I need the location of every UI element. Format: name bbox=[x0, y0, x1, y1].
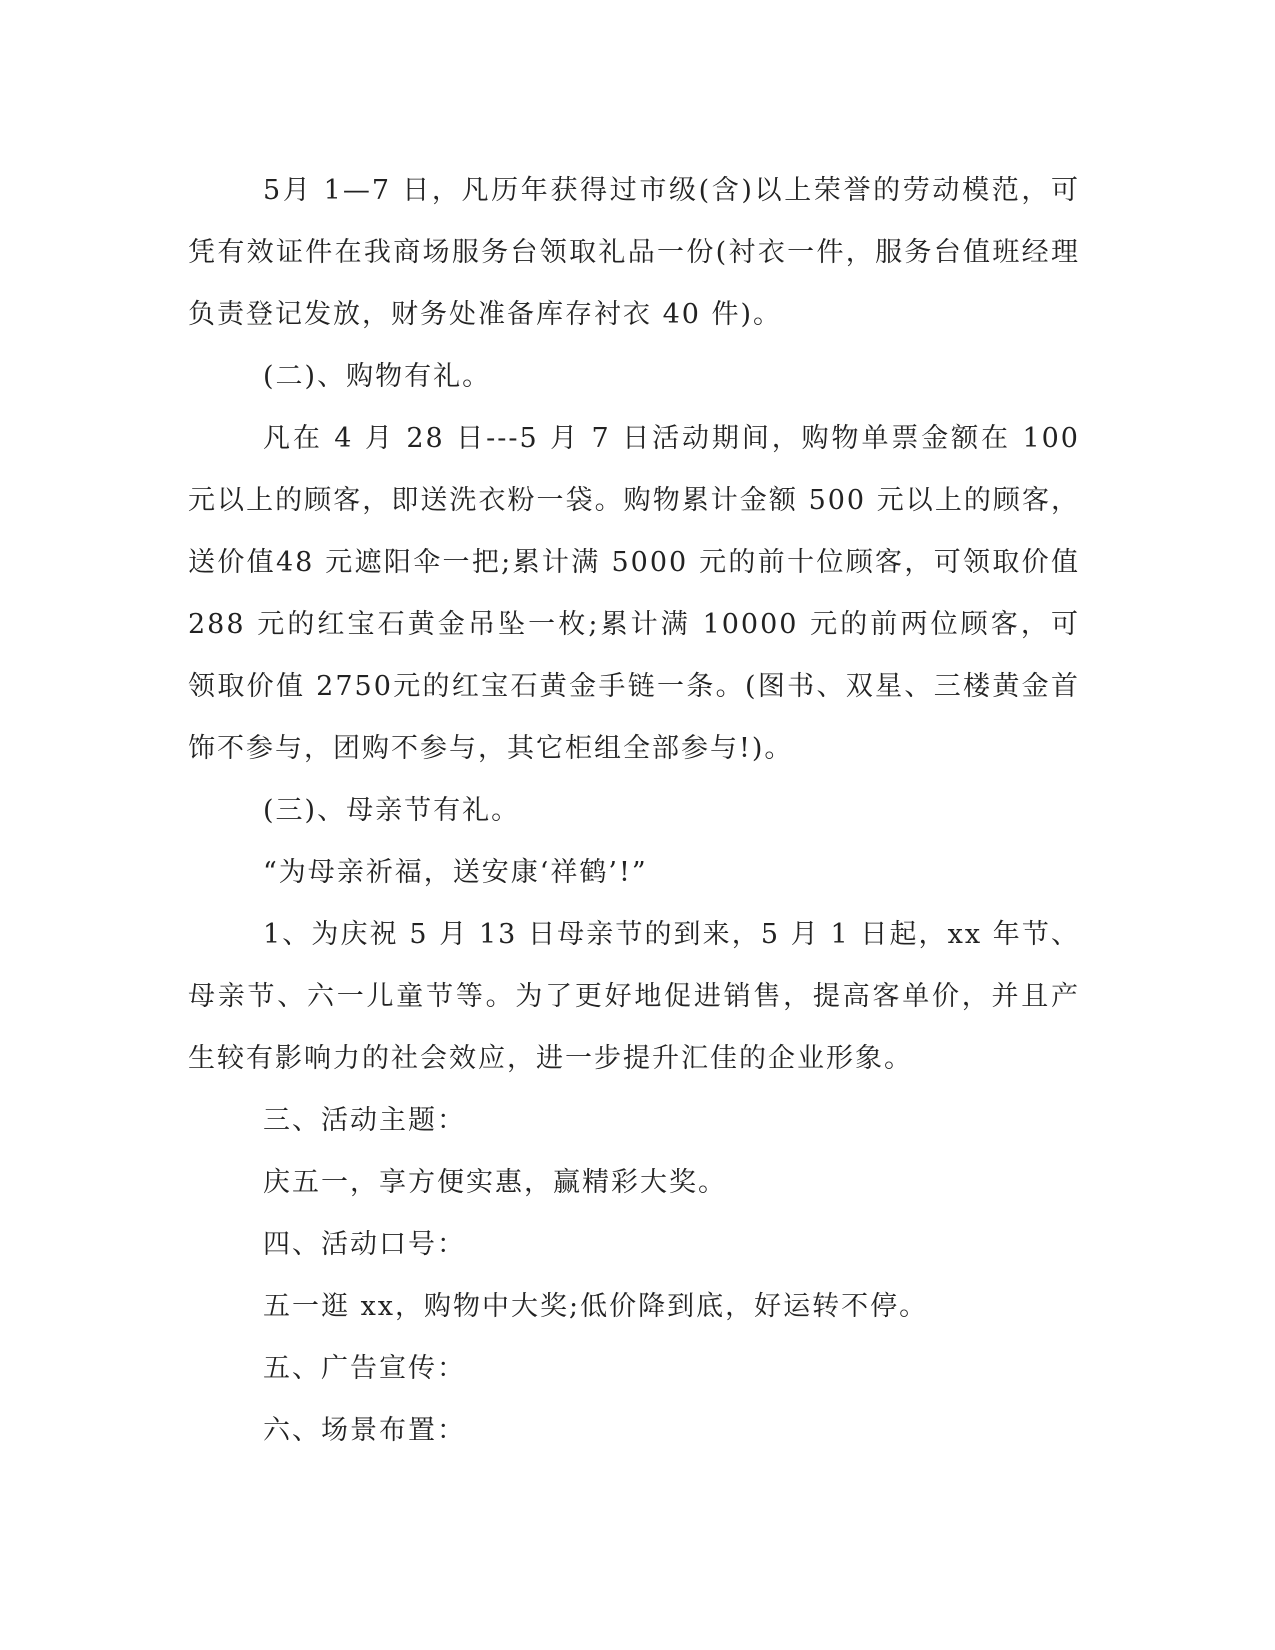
heading-scene-layout: 六、场景布置： bbox=[263, 1415, 466, 1446]
paragraph-mothers-day-details: 1、为庆祝 5 月 13 日母亲节的到来，5 月 1 日起，xx 年节、母亲节、六一儿童节等。为了更好地促进销售，提高客单价，并且产生较有影响力的社会效应，进一步提升汇佳的企业形象。 bbox=[188, 919, 1080, 1074]
heading-activity-slogan: 四、活动口号： bbox=[263, 1229, 466, 1260]
document-body bbox=[188, 160, 1091, 1462]
paragraph-activity-theme: 庆五一，享方便实惠，赢精彩大奖。 bbox=[263, 1167, 727, 1198]
heading-activity-theme: 三、活动主题： bbox=[263, 1105, 466, 1136]
paragraph-labor-model-gift: 5月 1—7 日，凡历年获得过市级(含)以上荣誉的劳动模范，可凭有效证件在我商场服务台领取礼品一份(衬衣一件，服务台值班经理负责登记发放，财务处准备库存衬衣 40 件)。 bbox=[188, 175, 1080, 330]
heading-shopping-gift: (二)、购物有礼。 bbox=[263, 361, 492, 392]
paragraph-activity-slogan: 五一逛 xx，购物中大奖;低价降到底，好运转不停。 bbox=[263, 1291, 929, 1322]
heading-mothers-day-gift: (三)、母亲节有礼。 bbox=[263, 795, 521, 826]
paragraph-mothers-day-slogan: “为母亲祈福，送安康‘祥鹤’!” bbox=[263, 857, 648, 888]
paragraph-shopping-gift-details: 凡在 4 月 28 日---5 月 7 日活动期间，购物单票金额在 100 元以上的顾客，即送洗衣粉一袋。购物累计金额 500 元以上的顾客，送价值48 元遮阳伞一把;累计满 5000 元的前十位顾客，可领取价值 288 元的红宝石黄金吊坠一枚;累计满 10000 元的前两位顾客，可领取价值 2750元的红宝石黄金手链一条。(图书、双星、三楼黄金首饰不参与，团购不参与，其它柜组全部参与!)。 bbox=[188, 423, 1091, 764]
heading-advertising: 五、广告宣传： bbox=[263, 1353, 466, 1384]
